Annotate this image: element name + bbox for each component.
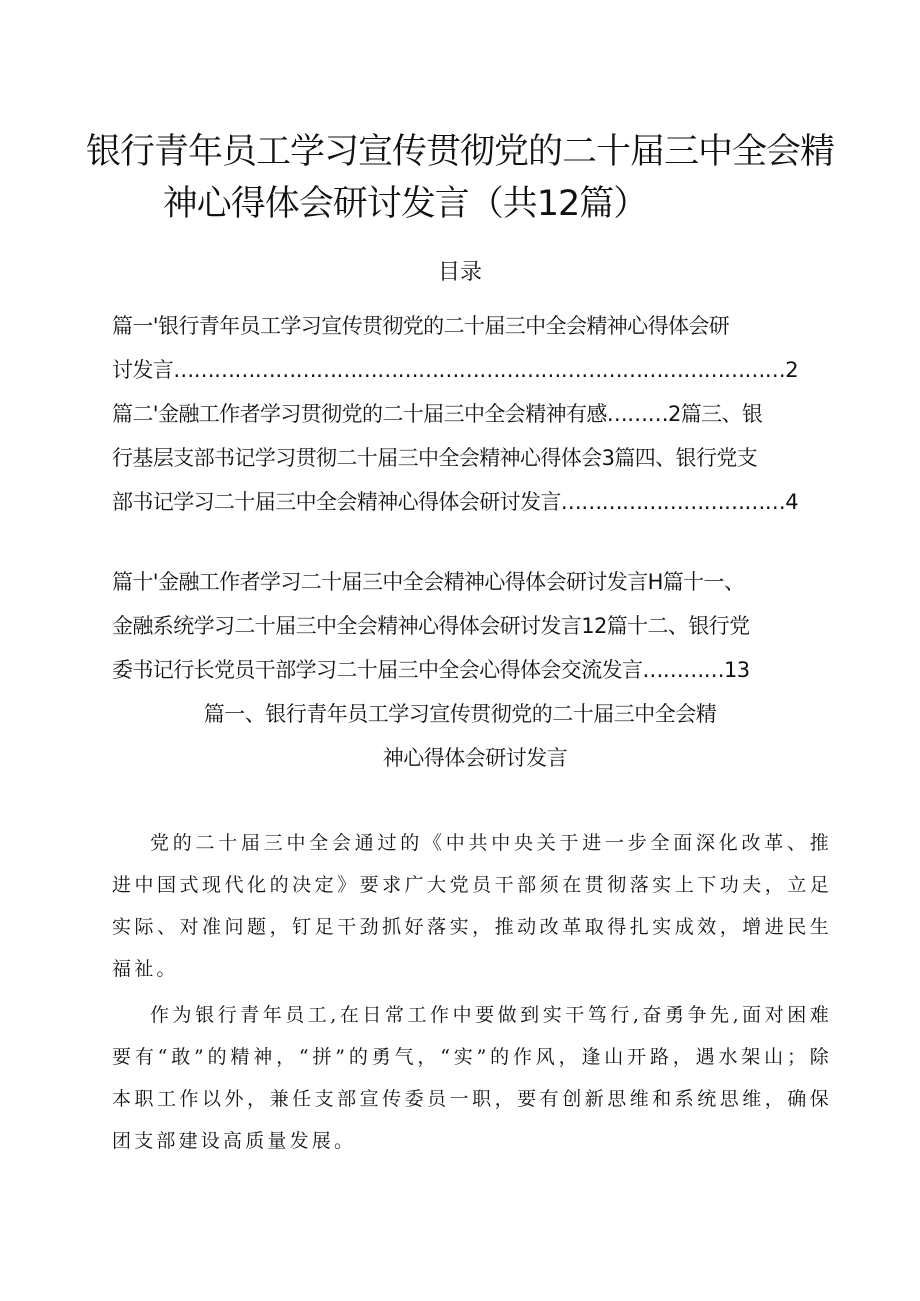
toc-line: 部书记学习二十届三中全会精神心得体会研讨发言……………………………4 (112, 490, 798, 514)
toc-line: 金融系统学习二十届三中全会精神心得体会研讨发言12篇十二、银行党 (112, 614, 750, 638)
section-body (112, 822, 832, 1166)
body-paragraph: 作为银行青年员工,在日常工作中要做到实干笃行,奋勇争先,面对困难要有“敢”的精神，“拼”的勇气，“实”的作风，逢山开路，遇水架山；除本职工作以外，兼任支部宣传委员一职，要有创新思维和系统思维，确保团支部建设高质量发展。 (112, 1004, 832, 1152)
toc-gap (112, 524, 824, 560)
toc-line: 篇十'金融工作者学习二十届三中全会精神心得体会研讨发言H篇十一、 (112, 570, 745, 594)
title-line-2: 神心得体会研讨发言（共12篇） (162, 184, 648, 224)
document-title (0, 126, 920, 230)
toc-line: 篇一'银行青年员工学习宣传贯彻党的二十届三中全会精神心得体会研 (112, 314, 730, 338)
toc-line: 行基层支部书记学习贯彻二十届三中全会精神心得体会3篇四、银行党支 (112, 446, 758, 470)
section-title-line-2: 神心得体会研讨发言 (382, 746, 568, 770)
table-of-contents (112, 304, 824, 692)
toc-line: 讨发言………………………………………………………………………………2 (112, 358, 798, 382)
section-title-line-1: 篇一、银行青年员工学习宣传贯彻党的二十届三中全会精 (203, 702, 717, 726)
title-line-1: 银行青年员工学习宣传贯彻党的二十届三中全会精 (85, 132, 834, 172)
toc-heading: 目录 (437, 260, 482, 285)
section-title (0, 692, 920, 780)
toc-line: 篇二'金融工作者学习贯彻党的二十届三中全会精神有感………2篇三、银 (112, 402, 763, 426)
toc-line: 委书记行长党员干部学习二十届三中全会心得体会交流发言…………13 (112, 658, 750, 682)
body-paragraph: 党的二十届三中全会通过的《中共中央关于进一步全面深化改革、推进中国式现代化的决定》要求广大党员干部须在贯彻落实上下功夫，立足实际、对准问题，钉足干劲抓好落实，推动改革取得扎实成效，增进民生福祉。 (112, 832, 832, 980)
